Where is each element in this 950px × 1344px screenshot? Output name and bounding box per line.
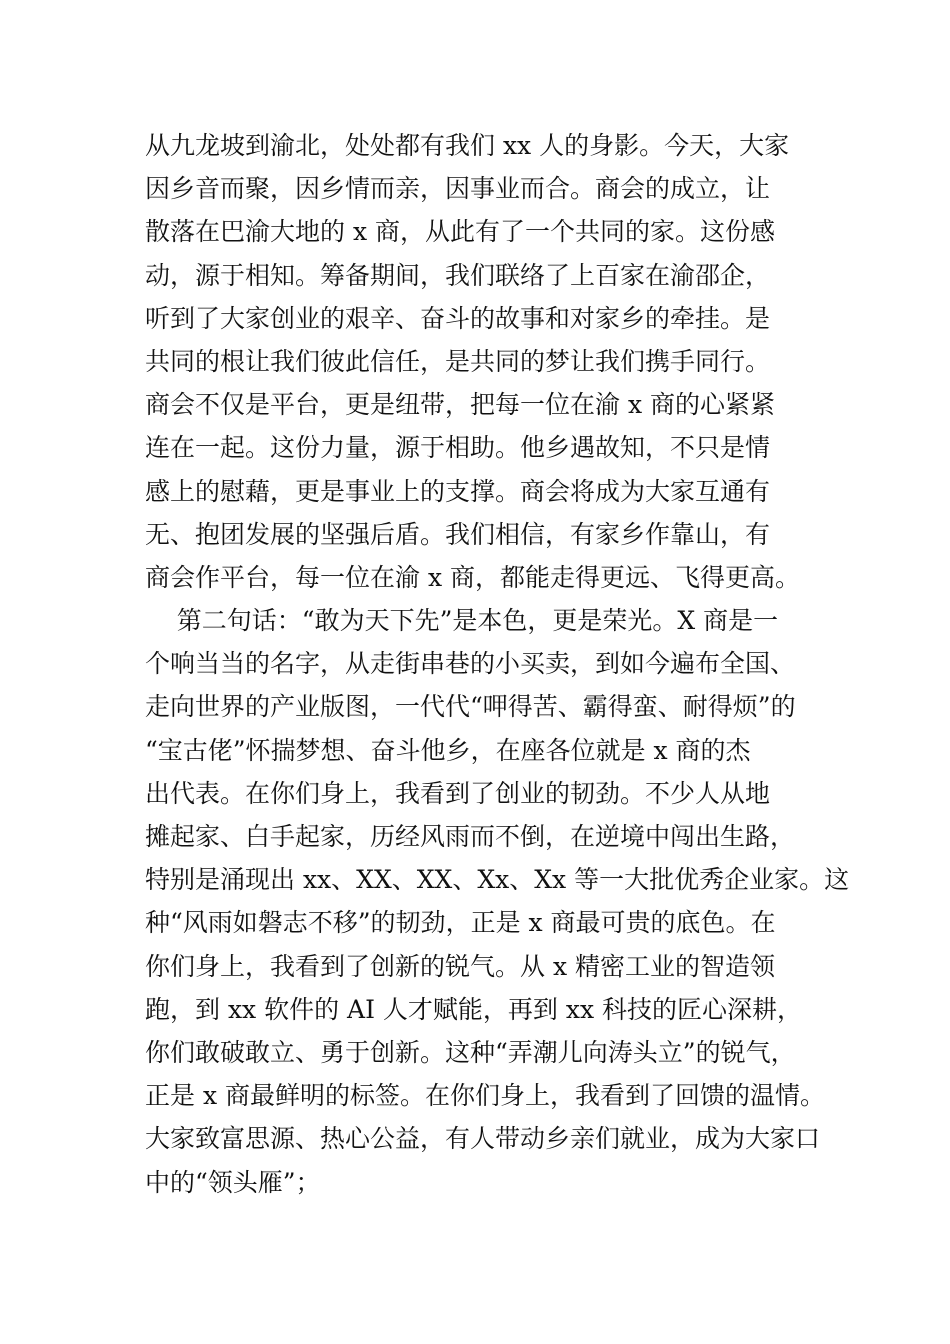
text-line: 摊起家、白手起家，历经风雨而不倒，在逆境中闯出生路， bbox=[145, 822, 796, 851]
text-line: 动，源于相知。筹备期间，我们联络了上百家在渝邵企， bbox=[145, 260, 771, 290]
text-line: 大家致富思源、热心公益，有人带动乡亲们就业，成为大家口 bbox=[145, 1124, 821, 1154]
text-line: 中的“领头雁”； bbox=[145, 1167, 321, 1197]
text-line: “宝古佬”怀揣梦想、奋斗他乡，在座各位就是 x 商的杰 bbox=[145, 735, 751, 765]
text-line: 你们敢破敢立、勇于创新。这种“弄潮儿向涛头立”的锐气， bbox=[145, 1037, 796, 1067]
text-line: 散落在巴渝大地的 x 商，从此有了一个共同的家。这份感 bbox=[145, 217, 775, 247]
text-line: 跑，到 xx 软件的 AI 人才赋能，再到 xx 科技的匠心深耕， bbox=[145, 994, 803, 1024]
text-line: 商会不仅是平台，更是纽带，把每一位在渝 x 商的心紧紧 bbox=[145, 390, 775, 420]
text-line: 因乡音而聚，因乡情而亲，因事业而合。商会的成立，让 bbox=[145, 174, 771, 204]
body-text bbox=[145, 124, 850, 1204]
text-line: 连在一起。这份力量，源于相助。他乡遇故知，不只是情 bbox=[145, 433, 771, 463]
text-line: 个响当当的名字，从走街串巷的小买卖，到如今遍布全国、 bbox=[145, 649, 796, 679]
text-line: 共同的根让我们彼此信任，是共同的梦让我们携手同行。 bbox=[145, 346, 771, 376]
text-line: 走向世界的产业版图，一代代“呷得苦、霸得蛮、耐得烦”的 bbox=[145, 692, 796, 722]
text-line: 商会作平台，每一位在渝 x 商，都能走得更远、飞得更高。 bbox=[145, 562, 800, 592]
text-line: 种“风雨如磐志不移”的韧劲，正是 x 商最可贵的底色。在 bbox=[145, 908, 776, 938]
paragraph-start-line: 第二句话：“敢为天下先”是本色，更是荣光。X 商是一 bbox=[145, 606, 779, 636]
text-line: 你们身上，我看到了创新的锐气。从 x 精密工业的智造领 bbox=[145, 951, 775, 981]
text-line: 无、抱团发展的坚强后盾。我们相信，有家乡作靠山，有 bbox=[145, 519, 771, 549]
text-line: 听到了大家创业的艰辛、奋斗的故事和对家乡的牵挂。是 bbox=[145, 303, 771, 333]
text-line: 特别是涌现出 xx、XX、XX、Xx、Xx 等一大批优秀企业家。这 bbox=[145, 865, 850, 895]
text-line: 出代表。在你们身上，我看到了创业的韧劲。不少人从地 bbox=[145, 778, 771, 808]
text-line: 感上的慰藉，更是事业上的支撑。商会将成为大家互通有 bbox=[145, 476, 771, 506]
text-line: 正是 x 商最鲜明的标签。在你们身上，我看到了回馈的温情。 bbox=[145, 1081, 825, 1111]
text-line: 从九龙坡到渝北，处处都有我们 xx 人的身影。今天，大家 bbox=[145, 131, 790, 160]
